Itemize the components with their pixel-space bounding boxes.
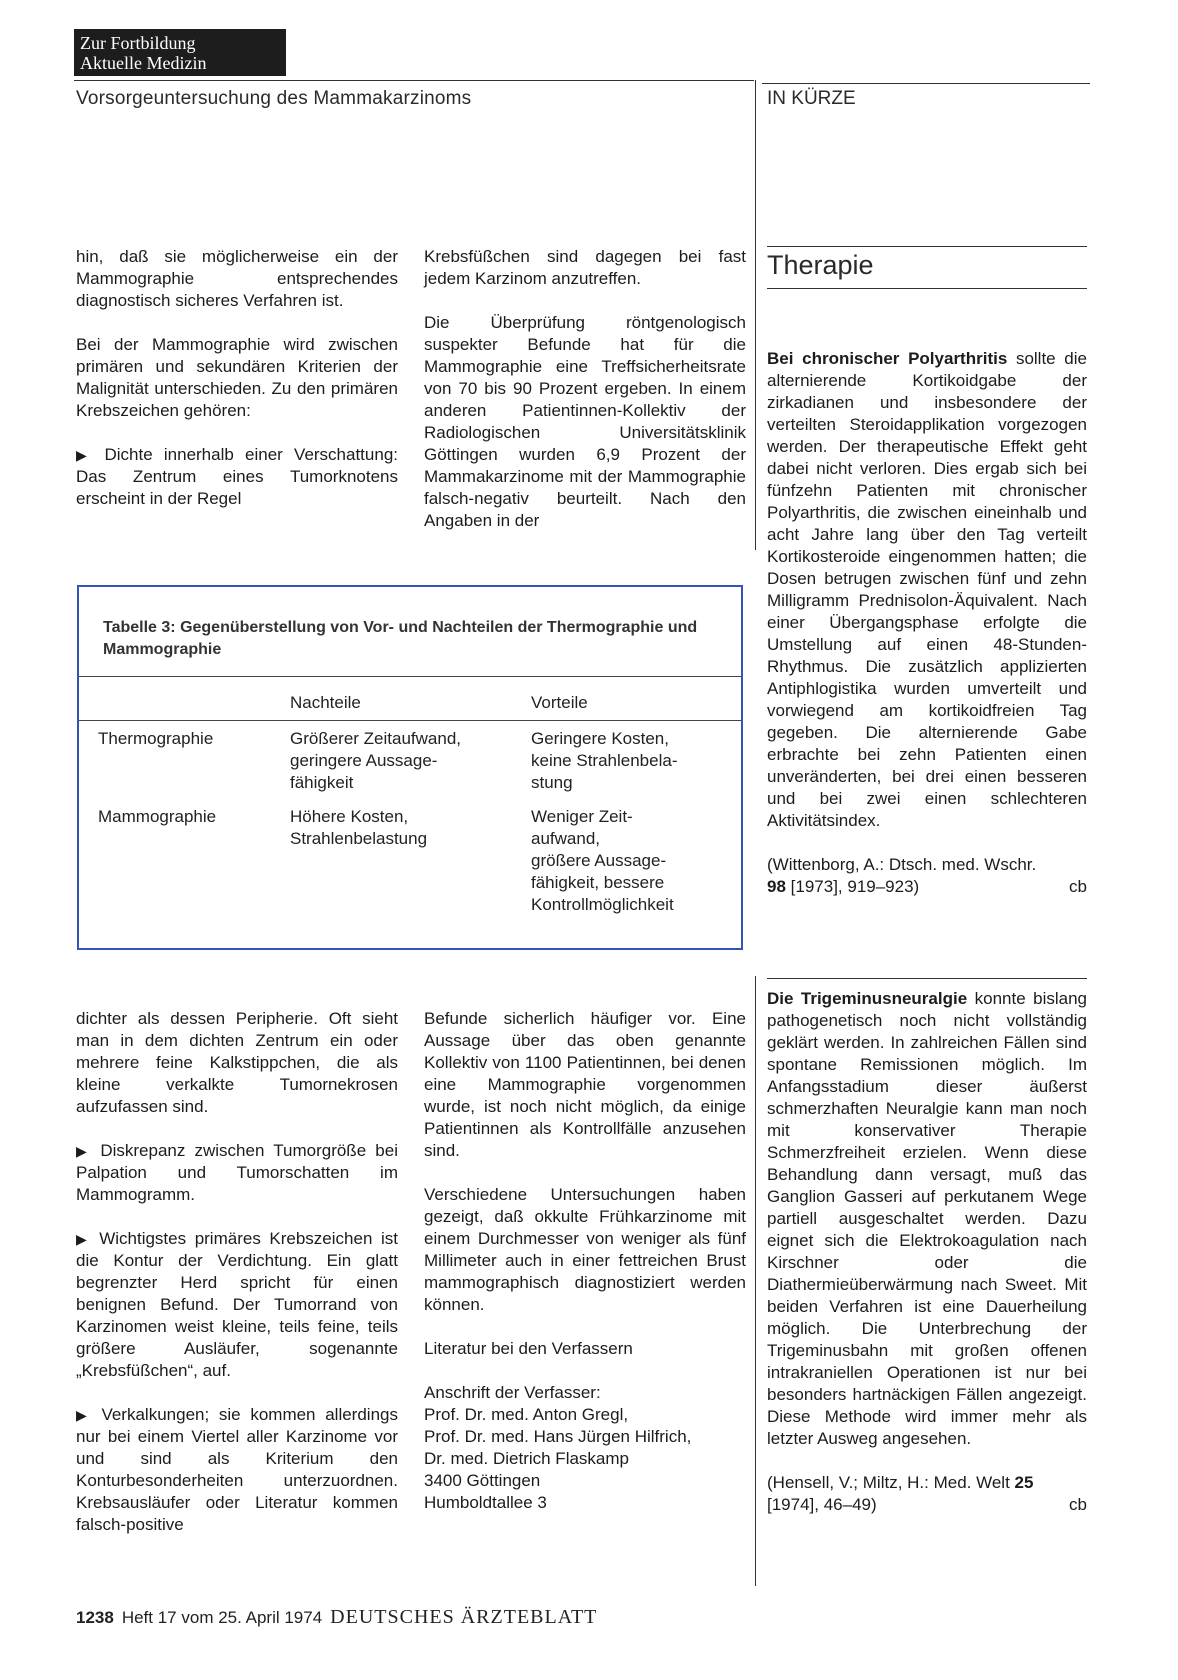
column-header: Vorteile [531, 693, 588, 712]
triangle-bullet-icon: ▶ [76, 447, 94, 463]
triangle-bullet-icon: ▶ [76, 1231, 91, 1247]
paragraph: Krebsfüßchen sind dagegen bei fast jedem Karzinom anzutreffen. [424, 247, 746, 288]
article-lead: Die Trigeminusneuralgie [767, 989, 968, 1008]
sidebar-rule [767, 246, 1087, 247]
table-caption: Tabelle 3: Gegenüberstellung von Vor- und Nachteilen der Thermographie und Mammographie [103, 619, 698, 658]
row-label: Thermographie [98, 729, 214, 748]
column-divider-bottom [755, 976, 756, 1586]
column-2-bottom [424, 1008, 746, 1514]
column-1-top [76, 246, 398, 510]
list-item: ▶ Dichte innerhalb einer Verschattung: Das Zentrum eines Tumorknotens erscheint in der Regel [76, 445, 398, 508]
header-rule-left [74, 80, 754, 81]
sidebar-rule [767, 288, 1087, 289]
paragraph: Bei der Mammographie wird zwischen primären und sekundären Kriterien der Malignität unterschieden. Zu den primären Krebszeichen gehören: [76, 335, 398, 420]
page-footer [76, 1606, 597, 1629]
issue-info: Heft 17 vom 25. April 1974 [121, 1608, 323, 1627]
sidebar-article-polyarthritis [767, 348, 1087, 898]
table-rule [79, 676, 741, 677]
column-2-top [424, 246, 746, 532]
section-badge [74, 29, 286, 76]
badge-line-2: Aktuelle Medizin [80, 53, 207, 73]
table-cell: Weniger Zeit- aufwand, größere Aussage- fähigkeit, bessere Kontrollmöglichkeit [531, 807, 674, 914]
running-title: Vorsorgeuntersuchung des Mammakarzinoms [76, 88, 472, 109]
triangle-bullet-icon: ▶ [76, 1407, 92, 1423]
article-citation: (Wittenborg, A.: Dtsch. med. Wschr. 98 [1973], 919–923) cb [767, 855, 1087, 896]
paragraph: Die Überprüfung röntgenologisch suspekter Befunde hat für die Mammographie eine Treffsicherheitsrate von 70 bis 90 Prozent ergeben. In einem anderen Patientinnen-Kollektiv der Radiologischen Universitätsklinik Göttingen wurden 6,9 Prozent der Mammakarzinome mit der Mammographie falsch-negativ beurteilt. Nach den Angaben in der [424, 313, 746, 530]
list-item: ▶ Verkalkungen; sie kommen allerdings nur bei einem Viertel aller Karzinome vor und sind als Kriterium den Konturbesonderheiten unterzuordnen. Krebsausläufer oder Literatur kommen falsch-positive [76, 1405, 398, 1534]
paragraph: dichter als dessen Peripherie. Oft sieht man in dem dichten Zentrum ein oder mehrere feine Kalkstippchen, die als kleine verkalkte Tumornekrosen aufzufassen sind. [76, 1009, 398, 1116]
table-cell: Größerer Zeitaufwand, geringere Aussage- fähigkeit [290, 729, 462, 792]
paragraph: Befunde sicherlich häufiger vor. Eine Aussage über das oben genannte Kollektiv von 1100 Patientinnen, bei denen eine Mammographie vorgenommen wurde, ist noch nicht möglich, da einige Patientinnen als Kontrollfälle anzusehen sind. [424, 1009, 746, 1160]
article-body: Die Trigeminusneuralgie konnte bislang pathogenetisch noch nicht vollständig geklärt werden. In zahlreichen Fällen sind spontane Remissionen möglich. Im Anfangsstadium dieser äußerst schmerzhaften Neuralgie kann man noch mit konservativer Therapie Schmerzfreiheit erzielen. Wenn diese Behandlung dann versagt, muß das Ganglion Gasseri auf perkutanem Wege partiell ausgeschaltet werden. Dazu eignet sich die Elektrokoagulation nach Kirschner oder die Diathermieüberwärmung nach Sweet. Mit beiden Verfahren ist eine Dauerheilung möglich. Die Unterbrechung der Trigeminusbahn mit großen offenen intrakraniellen Operationen ist nur bei besonders hartnäckigen Fällen angezeigt. Diese Methode wird immer mehr als letzter Ausweg angesehen. [767, 989, 1087, 1448]
article-body: Bei chronischer Polyarthritis sollte die alternierende Kortikoidgabe der zirkadianen und insbesondere der verteilten Steroidapplikation vorgezogen werden. Der therapeutische Effekt geht dabei nicht verloren. Dies ergab sich bei fünfzehn Patienten mit chronischer Polyarthritis, die zwischen eineinhalb und acht Jahre lang über den Tag verteilt Kortikosteroide eingenommen hatten; die Dosen betrugen zwischen fünf und zehn Milligramm Prednisolon-Äquivalent. Nach einer Übergangsphase erfolgte die Umstellung auf einen 48-Stunden-Rhythmus. Die zusätzlich applizierten Antiphlogistika wurden umverteilt und vorwiegend am kortikoidfreien Tag gegeben. Die alternierende Gabe erbrachte bei zehn Patienten einen unveränderten, bei drei einen besseren und bei zwei einen schlechteren Aktivitätsindex. [767, 349, 1087, 830]
list-item: ▶ Wichtigstes primäres Krebszeichen ist die Kontur der Verdichtung. Ein glatt begrenzter Herd spricht für einen benignen Befund. Der Tumorrand von Karzinomen weist kleine, teils feine, teils größere Ausläufer, sogenannte „Krebsfüßchen“, auf. [76, 1229, 398, 1380]
column-1-bottom [76, 1008, 398, 1536]
page-number: 1238 [76, 1608, 114, 1627]
article-separator [767, 978, 1087, 979]
triangle-bullet-icon: ▶ [76, 1143, 92, 1159]
column-divider-top [755, 80, 756, 550]
column-header: Nachteile [290, 693, 361, 712]
paragraph: hin, daß sie möglicherweise ein der Mammographie entsprechendes diagnostisch sicheres Verfahren ist. [76, 247, 398, 310]
table-cell: Geringere Kosten, keine Strahlenbela- stung [531, 729, 678, 792]
sidebar-heading: Therapie [767, 250, 874, 280]
article-lead: Bei chronischer Polyarthritis [767, 349, 1008, 368]
paragraph: Verschiedene Untersuchungen haben gezeigt, daß okkulte Frühkarzinome mit einem Durchmesser von weniger als fünf Millimeter auch in einer fettreichen Brust mammographisch diagnostiziert werden können. [424, 1185, 746, 1314]
row-label: Mammographie [98, 807, 217, 826]
comparison-table [77, 585, 743, 950]
table-rule [79, 720, 741, 721]
list-item: ▶ Diskrepanz zwischen Tumorgröße bei Palpation und Tumorschatten im Mammogramm. [76, 1141, 398, 1204]
table-cell: Höhere Kosten, Strahlenbelastung [290, 807, 428, 848]
sidebar-section-title: IN KÜRZE [767, 88, 856, 109]
sidebar-article-trigeminus [767, 988, 1087, 1516]
header-rule-right [762, 83, 1090, 84]
article-citation: (Hensell, V.; Miltz, H.: Med. Welt 25 [1974], 46–49) cb [767, 1473, 1087, 1514]
author-address: Anschrift der Verfasser: Prof. Dr. med. Anton Gregl, Prof. Dr. med. Hans Jürgen Hilfrich, Dr. med. Dietrich Flaskamp 3400 Göttingen Humboldtallee 3 [424, 1383, 692, 1512]
paragraph: Literatur bei den Verfassern [424, 1339, 633, 1358]
journal-name: DEUTSCHES ÄRZTEBLATT [330, 1606, 598, 1628]
badge-line-1: Zur Fortbildung [80, 33, 196, 53]
